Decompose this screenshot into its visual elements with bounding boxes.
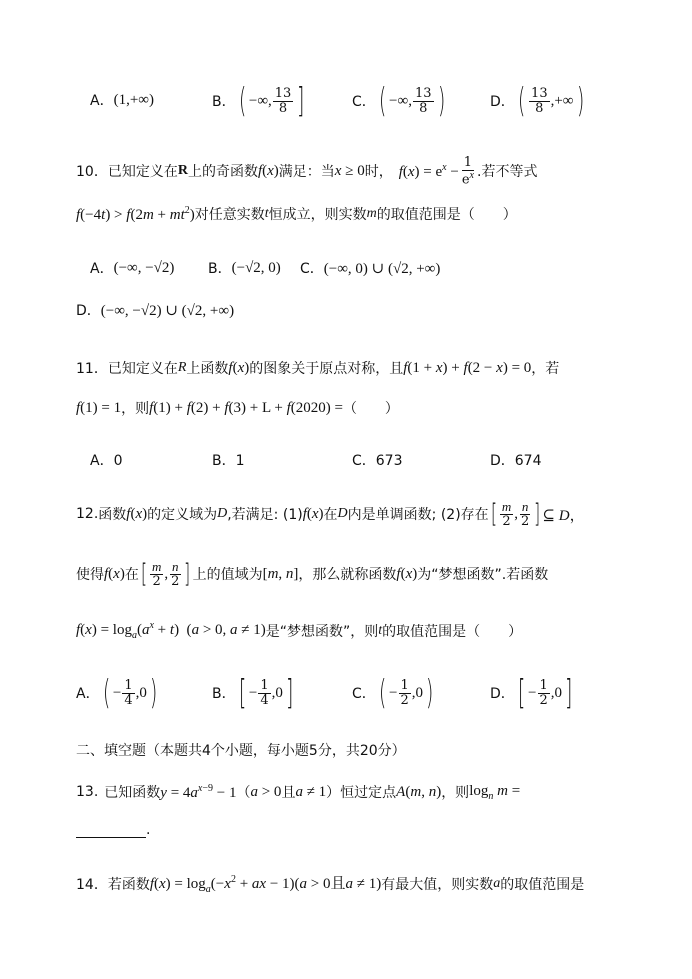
math-expr: − (248, 684, 258, 701)
question-text: 的取值范围是（ ） (382, 623, 523, 640)
math-expr: [m, n] (262, 565, 299, 582)
denominator: 2 (502, 513, 511, 529)
numerator: n (172, 559, 179, 574)
fraction (413, 87, 434, 115)
q10-option-a (90, 258, 174, 278)
numerator: m (152, 559, 162, 574)
numerator: 13 (531, 85, 548, 101)
math-expr: −∞, (389, 92, 412, 109)
question-text: .若不等式 (477, 164, 538, 181)
math-expr: (−∞, 0) ∪ (√2, +∞) (323, 260, 441, 277)
question-text: 若函数 (107, 876, 150, 893)
question-text: 上函数 (186, 361, 229, 377)
bracket: [ (140, 559, 147, 590)
bracket: ] (565, 673, 573, 713)
paren: ) (576, 81, 584, 121)
math-expr: f(x) (228, 359, 250, 376)
bracket: ] (285, 673, 294, 713)
math-expr: $y = 4a^{x-9} - 1$ (160, 782, 237, 801)
math-expr: $\log_n m$ = (469, 782, 521, 802)
q11-option-b (212, 450, 245, 470)
numerator: n (521, 499, 529, 514)
math-expr: f(1) + f(2) + f(3) + L + f(2020) = (149, 399, 343, 416)
denominator: $e^x$ (461, 169, 474, 187)
q11-option-d (490, 450, 542, 470)
q12-line2 (76, 560, 548, 588)
question-text: （ ） (342, 401, 399, 417)
paren: ( (378, 673, 387, 713)
q9-option-a (90, 90, 154, 110)
math-expr: ,0 (271, 684, 283, 701)
question-text: ，那么就称函数 (298, 567, 397, 584)
fraction (460, 156, 476, 187)
question-text: 是“梦想函数”，则 (265, 623, 379, 640)
denominator: 8 (419, 100, 428, 116)
q13-line1 (76, 782, 520, 802)
question-text: 上的值域为 (192, 567, 263, 584)
q12-option-d (490, 673, 575, 713)
paren: ) (426, 673, 434, 713)
fraction (399, 679, 411, 707)
denominator: 2 (152, 573, 161, 589)
denominator: 2 (400, 692, 409, 708)
math-expr: a > 0 (250, 783, 282, 800)
numerator: 1 (124, 677, 133, 693)
math-expr: f(x) (104, 565, 125, 582)
q12-option-b (212, 673, 296, 713)
option-letter: A． (90, 93, 114, 109)
denominator: 2 (171, 573, 180, 589)
question-text: 为“梦想函数”.若函数 (417, 567, 549, 584)
question-text: ,若满足: (1) (227, 507, 303, 524)
math-expr: , (164, 565, 169, 582)
question-text: 的定义域为 (147, 507, 218, 524)
question-text: 使得 (76, 567, 104, 584)
question-text: ，则 (441, 785, 470, 801)
question-text: 恒成立，则实数 (268, 207, 367, 223)
option-text: B．1 (212, 453, 245, 469)
denominator: 4 (124, 692, 133, 708)
question-number: 13. (76, 784, 99, 800)
math-expr: f(1 + x) + f(2 − x) = 0 (403, 359, 532, 376)
numerator: 13 (274, 85, 292, 101)
option-letter: D． (76, 303, 101, 319)
math-expr: − (389, 684, 398, 701)
option-letter: D． (490, 94, 515, 110)
paren: ) (437, 81, 445, 121)
math-var: t (264, 206, 269, 221)
math-expr: $f(x) = \log_a(a^x + t) (a > 0$, a ≠ 1) (76, 620, 266, 641)
fraction (150, 560, 163, 588)
math-expr: A(m, n) (396, 783, 442, 800)
paren: ( (517, 81, 526, 121)
question-number: 10． (76, 164, 108, 181)
q9-option-d (490, 81, 587, 121)
math-expr: ,0 (550, 684, 563, 701)
math-expr: (−∞, −√2) (113, 259, 175, 276)
fraction (529, 87, 550, 115)
denominator: 8 (278, 100, 288, 116)
question-text: 满足：当 (278, 164, 335, 181)
math-expr: −∞, (248, 92, 272, 109)
question-text: . (146, 822, 151, 838)
math-expr: f(x) (126, 505, 148, 522)
option-text: A．0 (90, 453, 123, 469)
fraction (122, 679, 134, 707)
q12-line3 (76, 620, 522, 641)
question-number: 12. (76, 506, 99, 523)
math-expr: $f(x) = e^x$ − (398, 161, 459, 180)
math-expr: f(x) (396, 565, 418, 582)
q13-line2 (76, 822, 150, 838)
option-letter: C． (352, 94, 376, 110)
math-var: D (337, 506, 348, 522)
q9-option-b (212, 81, 308, 121)
math-expr: f(x) (257, 162, 279, 179)
question-text: 在 (124, 567, 139, 584)
q12-option-a (76, 673, 160, 713)
bracket: ] (534, 499, 541, 530)
denominator: 2 (520, 513, 530, 529)
question-text: 函数 (98, 507, 127, 524)
math-expr: x ≥ 0 (334, 162, 365, 179)
math-expr: f(x) (302, 505, 324, 522)
math-expr: a ≠ 1 (295, 783, 327, 800)
fraction (273, 87, 294, 115)
q10-line1 (76, 156, 537, 187)
q12-option-c (352, 673, 436, 713)
math-var: D (217, 506, 228, 522)
question-number: 14． (76, 876, 108, 893)
math-symbol: R (177, 163, 188, 179)
math-expr: (−√2, 0) (231, 259, 281, 276)
option-letter: B． (212, 94, 236, 110)
math-expr: (−∞, −√2) ∪ (√2, +∞) (100, 302, 235, 319)
bracket: [ (517, 673, 526, 713)
option-letter: B． (212, 686, 236, 702)
question-text: 的取值范围是 (500, 876, 585, 893)
math-var: t (378, 622, 383, 638)
numerator: 1 (260, 677, 269, 693)
question-text: ，则 (121, 401, 150, 417)
question-text: ，若 (531, 361, 560, 377)
numerator: 1 (539, 677, 548, 693)
fraction (519, 500, 531, 528)
math-expr: ,0 (135, 684, 147, 701)
question-text: 内是单调函数; (2)存在 (347, 507, 489, 524)
paren: ) (149, 673, 158, 713)
option-letter: C． (352, 686, 376, 702)
math-var: R (177, 360, 187, 375)
numerator: 13 (414, 85, 432, 101)
question-text: 已知函数 (104, 785, 161, 801)
question-text: （ (236, 785, 251, 801)
bracket: [ (238, 673, 246, 713)
math-expr: , (514, 505, 518, 522)
option-text: C．673 (352, 453, 403, 469)
question-text: 上的奇函数 (187, 164, 258, 181)
fraction (538, 679, 550, 707)
q11-line2 (76, 398, 399, 418)
numerator: 1 (400, 677, 409, 693)
fraction (258, 679, 270, 707)
option-letter: A． (90, 261, 114, 277)
math-expr: ⊆ D， (542, 507, 585, 524)
paren: ( (238, 81, 246, 121)
option-letter: A． (76, 686, 100, 702)
math-expr: f(1) = 1 (76, 399, 122, 416)
option-letter: B． (208, 261, 232, 277)
question-text: 有最大值，则实数 (381, 876, 494, 893)
option-letter: D． (490, 686, 515, 702)
question-text: 的取值范围是（ ） (376, 207, 517, 223)
fraction (500, 500, 513, 528)
bracket: [ (490, 499, 497, 530)
question-text: 时， (364, 164, 393, 181)
section-title: 二、填空题（本题共4个小题，每小题5分，共20分） (76, 743, 406, 759)
q10-option-d (76, 300, 234, 320)
numerator: 1 (463, 155, 473, 170)
question-text: 已知定义在 (107, 361, 178, 377)
answer-blank (76, 823, 146, 838)
math-expr: $f(-4t) > f(2m + mt^2)$ (76, 204, 195, 223)
math-expr: $f(x) = \log_a(-x^2$ + ax − 1)(a > 0且a ≠ 1) (149, 874, 382, 895)
q10-option-b (208, 258, 281, 278)
q11-option-c (352, 450, 403, 470)
denominator: 2 (539, 692, 548, 708)
question-text: ）恒过定点 (326, 785, 397, 801)
math-var: a (493, 875, 501, 891)
math-expr: ,0 (411, 684, 424, 701)
numerator: m (501, 499, 512, 514)
section-heading (76, 740, 406, 760)
math-expr: (1,+∞) (113, 91, 154, 108)
fraction (169, 560, 181, 588)
question-text: 的图象关于原点对称，且 (249, 361, 404, 377)
math-expr: ,+∞ (550, 92, 574, 109)
question-text: 在 (323, 507, 338, 524)
paren: ( (102, 673, 110, 713)
math-expr: − (528, 684, 537, 701)
option-letter: C． (300, 261, 324, 277)
q11-line1 (76, 358, 559, 378)
q10-option-c (300, 258, 440, 278)
q14-line1 (76, 872, 584, 895)
question-text: 对任意实数 (194, 207, 265, 223)
math-var: m (366, 206, 377, 221)
paren: ( (378, 81, 387, 121)
q11-option-a (90, 450, 122, 470)
bracket: ] (184, 559, 191, 590)
bracket: ] (297, 81, 305, 121)
question-number: 11． (76, 361, 108, 377)
q12-line1 (76, 500, 585, 528)
question-text: 已知定义在 (107, 164, 178, 181)
denominator: 8 (535, 100, 544, 116)
option-text: D．674 (490, 453, 542, 469)
question-text: 且 (281, 785, 296, 801)
q9-option-c (352, 81, 448, 121)
math-expr: − (112, 684, 122, 701)
q10-line2 (76, 204, 517, 224)
denominator: 4 (260, 692, 269, 708)
